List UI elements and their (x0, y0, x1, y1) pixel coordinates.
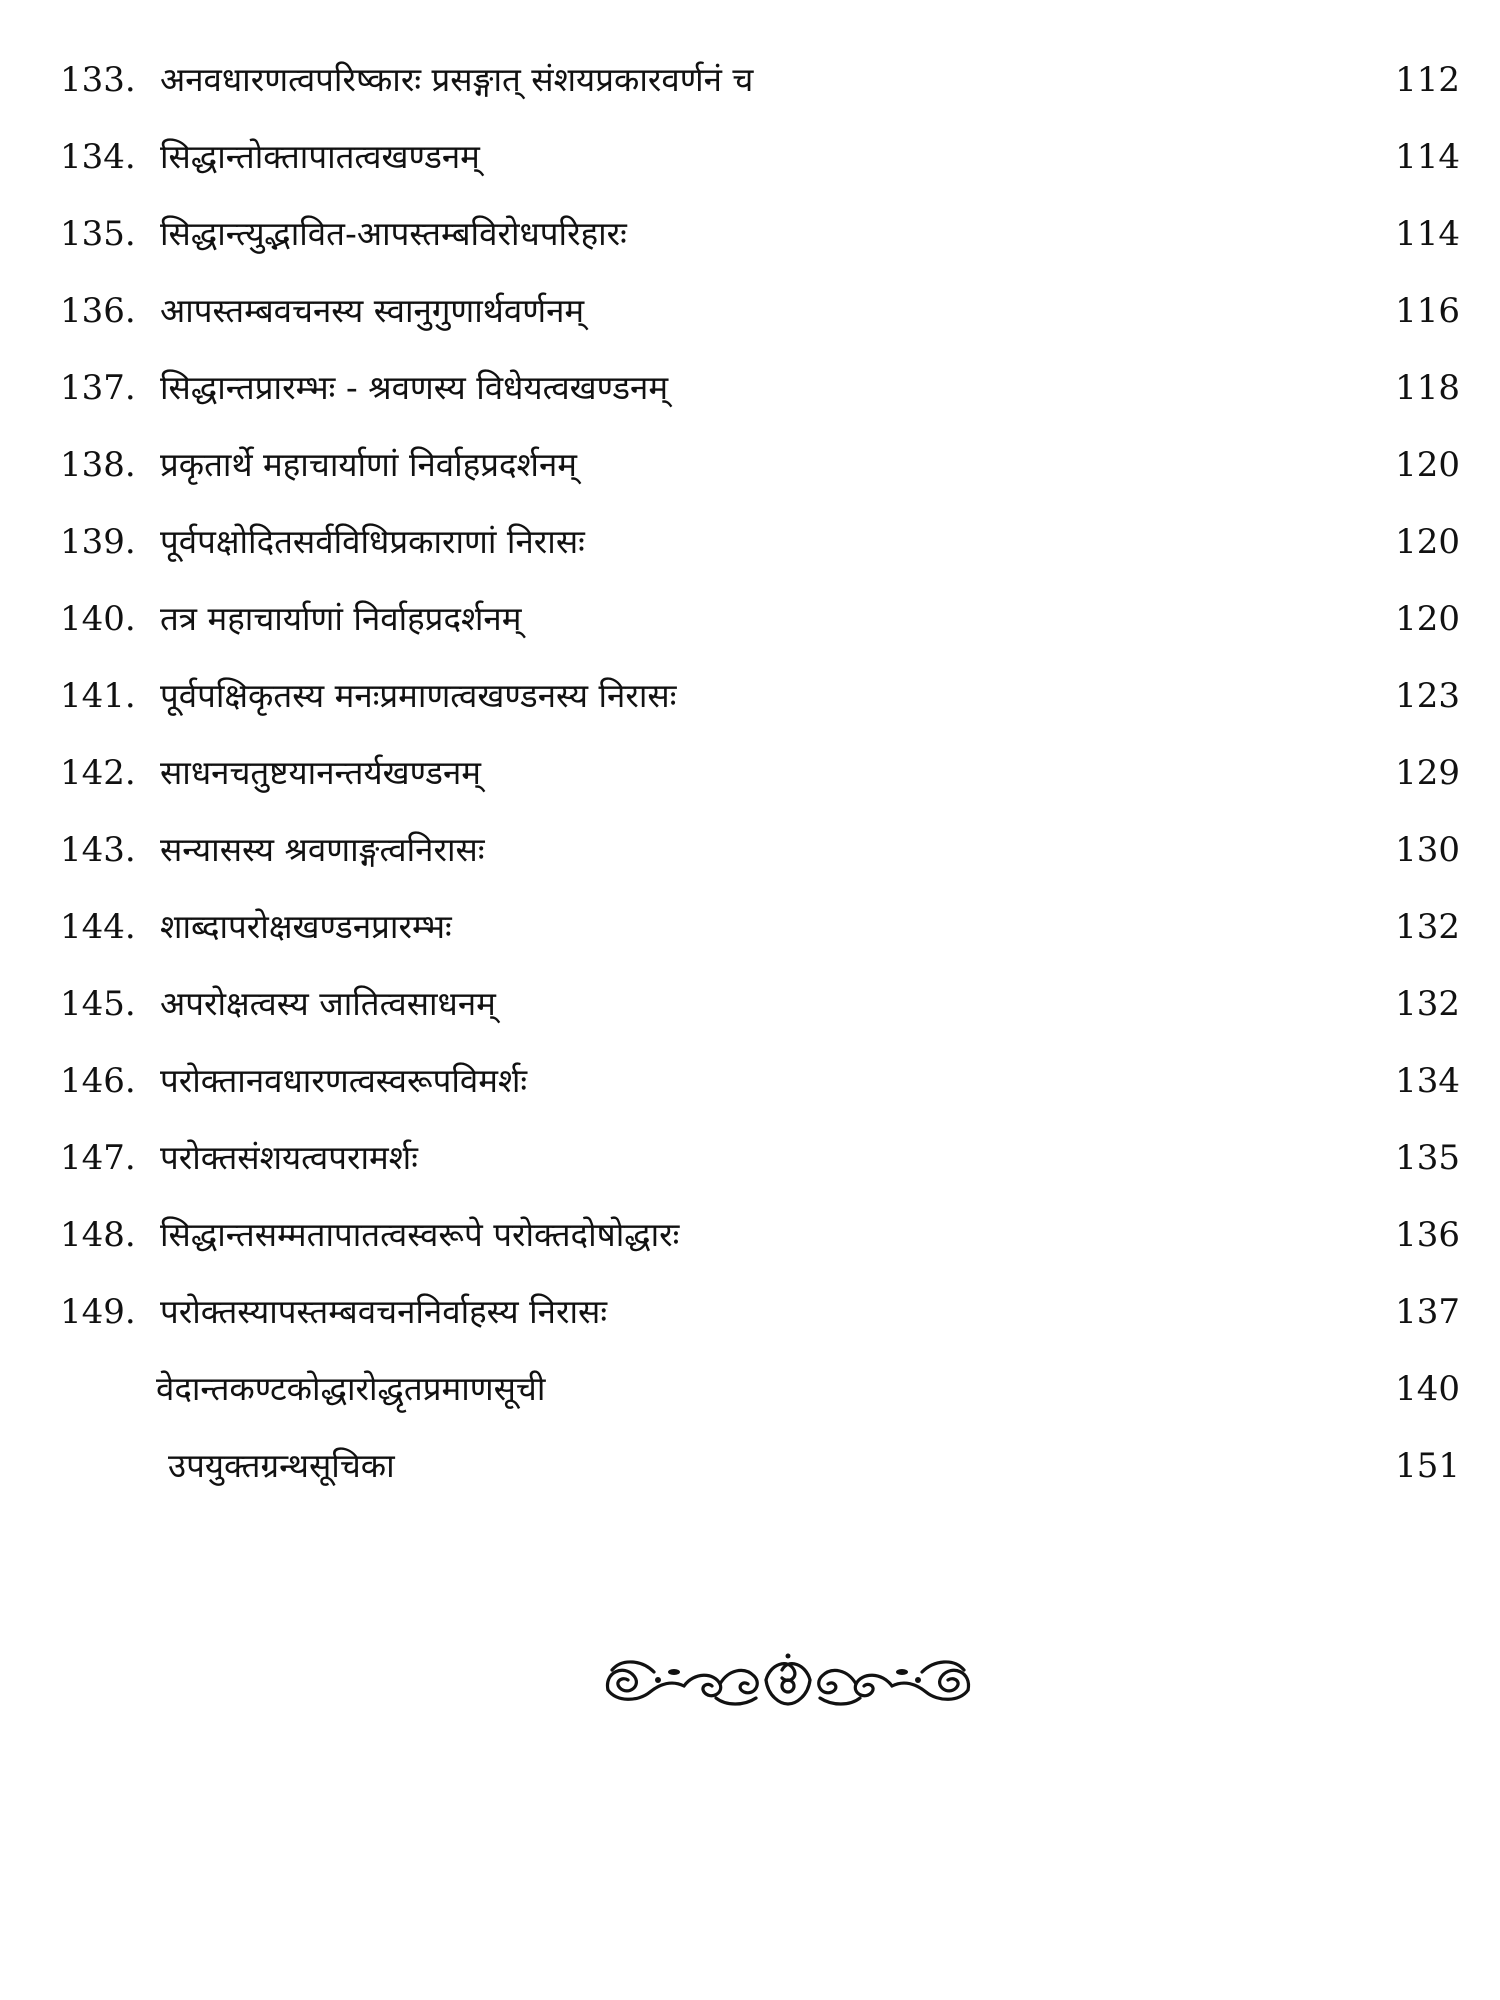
entry-page: 120 (1395, 445, 1460, 485)
entry-title: अनवधारणत्वपरिष्कारः प्रसङ्गात् संशयप्रकारवर्णनं च (160, 60, 754, 99)
entry-page: 116 (1395, 291, 1460, 331)
toc-entry-135 (60, 206, 1460, 283)
toc-entry-grantha-suchika (60, 1438, 1460, 1515)
entry-page: 137 (1395, 1292, 1460, 1332)
entry-page: 114 (1395, 137, 1460, 177)
entry-page: 132 (1395, 907, 1460, 947)
entry-title: सन्यासस्य श्रवणाङ्गत्वनिरासः (160, 830, 485, 869)
toc-entry-136 (60, 283, 1460, 360)
toc-entry-140 (60, 591, 1460, 668)
toc-entry-138 (60, 437, 1460, 514)
toc-entry-146 (60, 1053, 1460, 1130)
entry-number: 149. (60, 1292, 136, 1332)
toc-entry-143 (60, 822, 1460, 899)
entry-page: 114 (1395, 214, 1460, 254)
entry-number: 141. (60, 676, 136, 716)
toc-entry-145 (60, 976, 1460, 1053)
entry-number: 140. (60, 599, 136, 639)
entry-page: 151 (1395, 1446, 1460, 1486)
entry-title: अपरोक्षत्वस्य जातित्वसाधनम् (160, 984, 496, 1023)
toc-entry-133 (60, 52, 1460, 129)
toc-entry-141 (60, 668, 1460, 745)
entry-page: 135 (1395, 1138, 1460, 1178)
entry-number: 146. (60, 1061, 136, 1101)
toc-entry-147 (60, 1130, 1460, 1207)
entry-title: शाब्दापरोक्षखण्डनप्रारम्भः (160, 907, 452, 946)
toc-entry-142 (60, 745, 1460, 822)
entry-number: 139. (60, 522, 136, 562)
entry-number: 134. (60, 137, 136, 177)
entry-number: 135. (60, 214, 136, 254)
entry-title: सिद्धान्तसम्मतापातत्वस्वरूपे परोक्तदोषोद्धारः (160, 1215, 680, 1254)
entry-title: सिद्धान्त्युद्भावित-आपस्तम्बविरोधपरिहारः (160, 214, 627, 253)
entry-title: परोक्तसंशयत्वपरामर्शः (160, 1138, 418, 1177)
entry-number: 143. (60, 830, 136, 870)
toc-entry-134 (60, 129, 1460, 206)
entry-number: 137. (60, 368, 136, 408)
entry-page: 140 (1395, 1369, 1460, 1409)
entry-page: 123 (1395, 676, 1460, 716)
toc-entry-139 (60, 514, 1460, 591)
entry-page: 134 (1395, 1061, 1460, 1101)
entry-title: तत्र महाचार्याणां निर्वाहप्रदर्शनम् (160, 599, 522, 638)
toc-entry-149 (60, 1284, 1460, 1361)
entry-title: पूर्वपक्षोदितसर्वविधिप्रकाराणां निरासः (160, 522, 585, 561)
toc-entry-148 (60, 1207, 1460, 1284)
entry-number: 145. (60, 984, 136, 1024)
entry-page: 120 (1395, 599, 1460, 639)
entry-number: 147. (60, 1138, 136, 1178)
entry-page: 132 (1395, 984, 1460, 1024)
entry-number: 142. (60, 753, 136, 793)
entry-page: 136 (1395, 1215, 1460, 1255)
table-of-contents (60, 52, 1460, 1515)
entry-title: परोक्तानवधारणत्वस्वरूपविमर्शः (160, 1061, 528, 1100)
entry-page: 130 (1395, 830, 1460, 870)
entry-title: प्रकृतार्थे महाचार्याणां निर्वाहप्रदर्शनम् (160, 445, 578, 484)
entry-number: 138. (60, 445, 136, 485)
toc-entry-137 (60, 360, 1460, 437)
entry-title: सिद्धान्तोक्तापातत्वखण्डनम् (160, 137, 480, 176)
entry-page: 112 (1395, 60, 1460, 100)
entry-title: परोक्तस्यापस्तम्बवचननिर्वाहस्य निरासः (160, 1292, 608, 1331)
entry-title: उपयुक्तग्रन्थसूचिका (168, 1446, 395, 1485)
entry-number: 136. (60, 291, 136, 331)
entry-title: पूर्वपक्षिकृतस्य मनःप्रमाणत्वखण्डनस्य निरासः (160, 676, 677, 715)
entry-title: साधनचतुष्टयानन्तर्यखण्डनम् (160, 753, 481, 792)
entry-title: आपस्तम्बवचनस्य स्वानुगुणार्थवर्णनम् (160, 291, 585, 330)
floral-ornament-icon (598, 1650, 978, 1712)
entry-page: 120 (1395, 522, 1460, 562)
entry-page: 129 (1395, 753, 1460, 793)
entry-title: वेदान्तकण्टकोद्धारोद्धृतप्रमाणसूची (156, 1369, 546, 1408)
entry-number: 144. (60, 907, 136, 947)
entry-title: सिद्धान्तप्रारम्भः - श्रवणस्य विधेयत्वखण्डनम् (160, 368, 669, 407)
entry-number: 148. (60, 1215, 136, 1255)
entry-page: 118 (1395, 368, 1460, 408)
toc-entry-144 (60, 899, 1460, 976)
toc-entry-pramana-suchi (60, 1361, 1460, 1438)
entry-number: 133. (60, 60, 136, 100)
